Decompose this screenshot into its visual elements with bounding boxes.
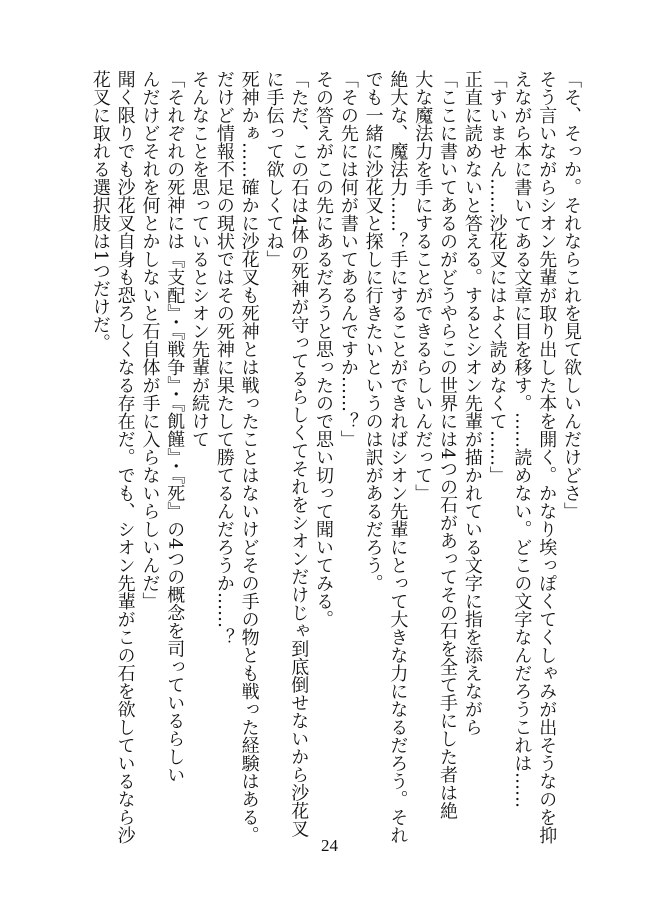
text-line: 絶大な、魔法力……？手にすることができればシオン先輩にとって大きな力になるだろう。それ [387, 70, 409, 844]
text-line: 大な魔法力を手にすることができるらしいんだって」 [412, 70, 434, 502]
text-line: 「そ、そっか。それならこれを見て欲しいんだけどさ」 [561, 70, 582, 520]
text-line: そう言いながらシオン先輩が取り出した本を開く。かなり埃っぽくてくしゃみが出そうなのを抑 [536, 70, 558, 844]
text-line: 「それぞれの死神には『支配』・『戦争』・『飢饉』・『死』の4つの概念を司っているらしい [164, 70, 186, 784]
text-line: 死神かぁ……確かに沙花叉も死神とは戦ったことはないけどその手の物とも戦った経験はある。 [238, 70, 260, 844]
page-number: 24 [321, 836, 338, 855]
text-line: 「その先には何が書いてあるんですか……？」 [337, 70, 359, 448]
text-line: だけど情報不足の現状ではその死神に果たして勝てるんだろうか……？ [213, 70, 235, 646]
vertical-text-block [75, 70, 583, 844]
text-line: 正直に読めないと答える。するとシオン先輩が描かれている文字に指を添えながら [461, 70, 483, 736]
text-line: 聞く限りでも沙花叉自身も恐ろしくなる存在だ。でも、シオン先輩がこの石を欲しているなら沙 [114, 70, 136, 844]
text-line: 「ここに書いてあるのがどうやらこの世界には4つの石があってその石を全て手にした者は絶 [437, 70, 459, 820]
text-line: んだけどそれを何とかしないと石自体が手に入らないらしいんだ」 [139, 70, 161, 610]
text-line: 「すいません……沙花叉にはよく読めなくて……」 [486, 70, 508, 484]
text-line: その答えがこの先にあるだろうと思ったので思い切って聞いてみる。 [313, 70, 335, 628]
text-line: そんなことを思っているとシオン先輩が続けて [189, 70, 211, 448]
text-line: 花叉に取れる選択肢は1つだけだ。 [89, 70, 111, 352]
text-line: 「ただ、この石は4体の死神が守ってるらしくてそれをシオンだけじゃ到底倒せないから沙花叉 [288, 70, 310, 838]
text-line: でも一緒に沙花叉と探しに行きたいというのは訳があるだろう。 [362, 70, 384, 592]
text-line: えながら本に書いてある文章に目を移す。……読めない。どこの文字なんだろうこれは…… [511, 70, 533, 808]
text-line: に手伝って欲しくてね」 [263, 70, 285, 268]
